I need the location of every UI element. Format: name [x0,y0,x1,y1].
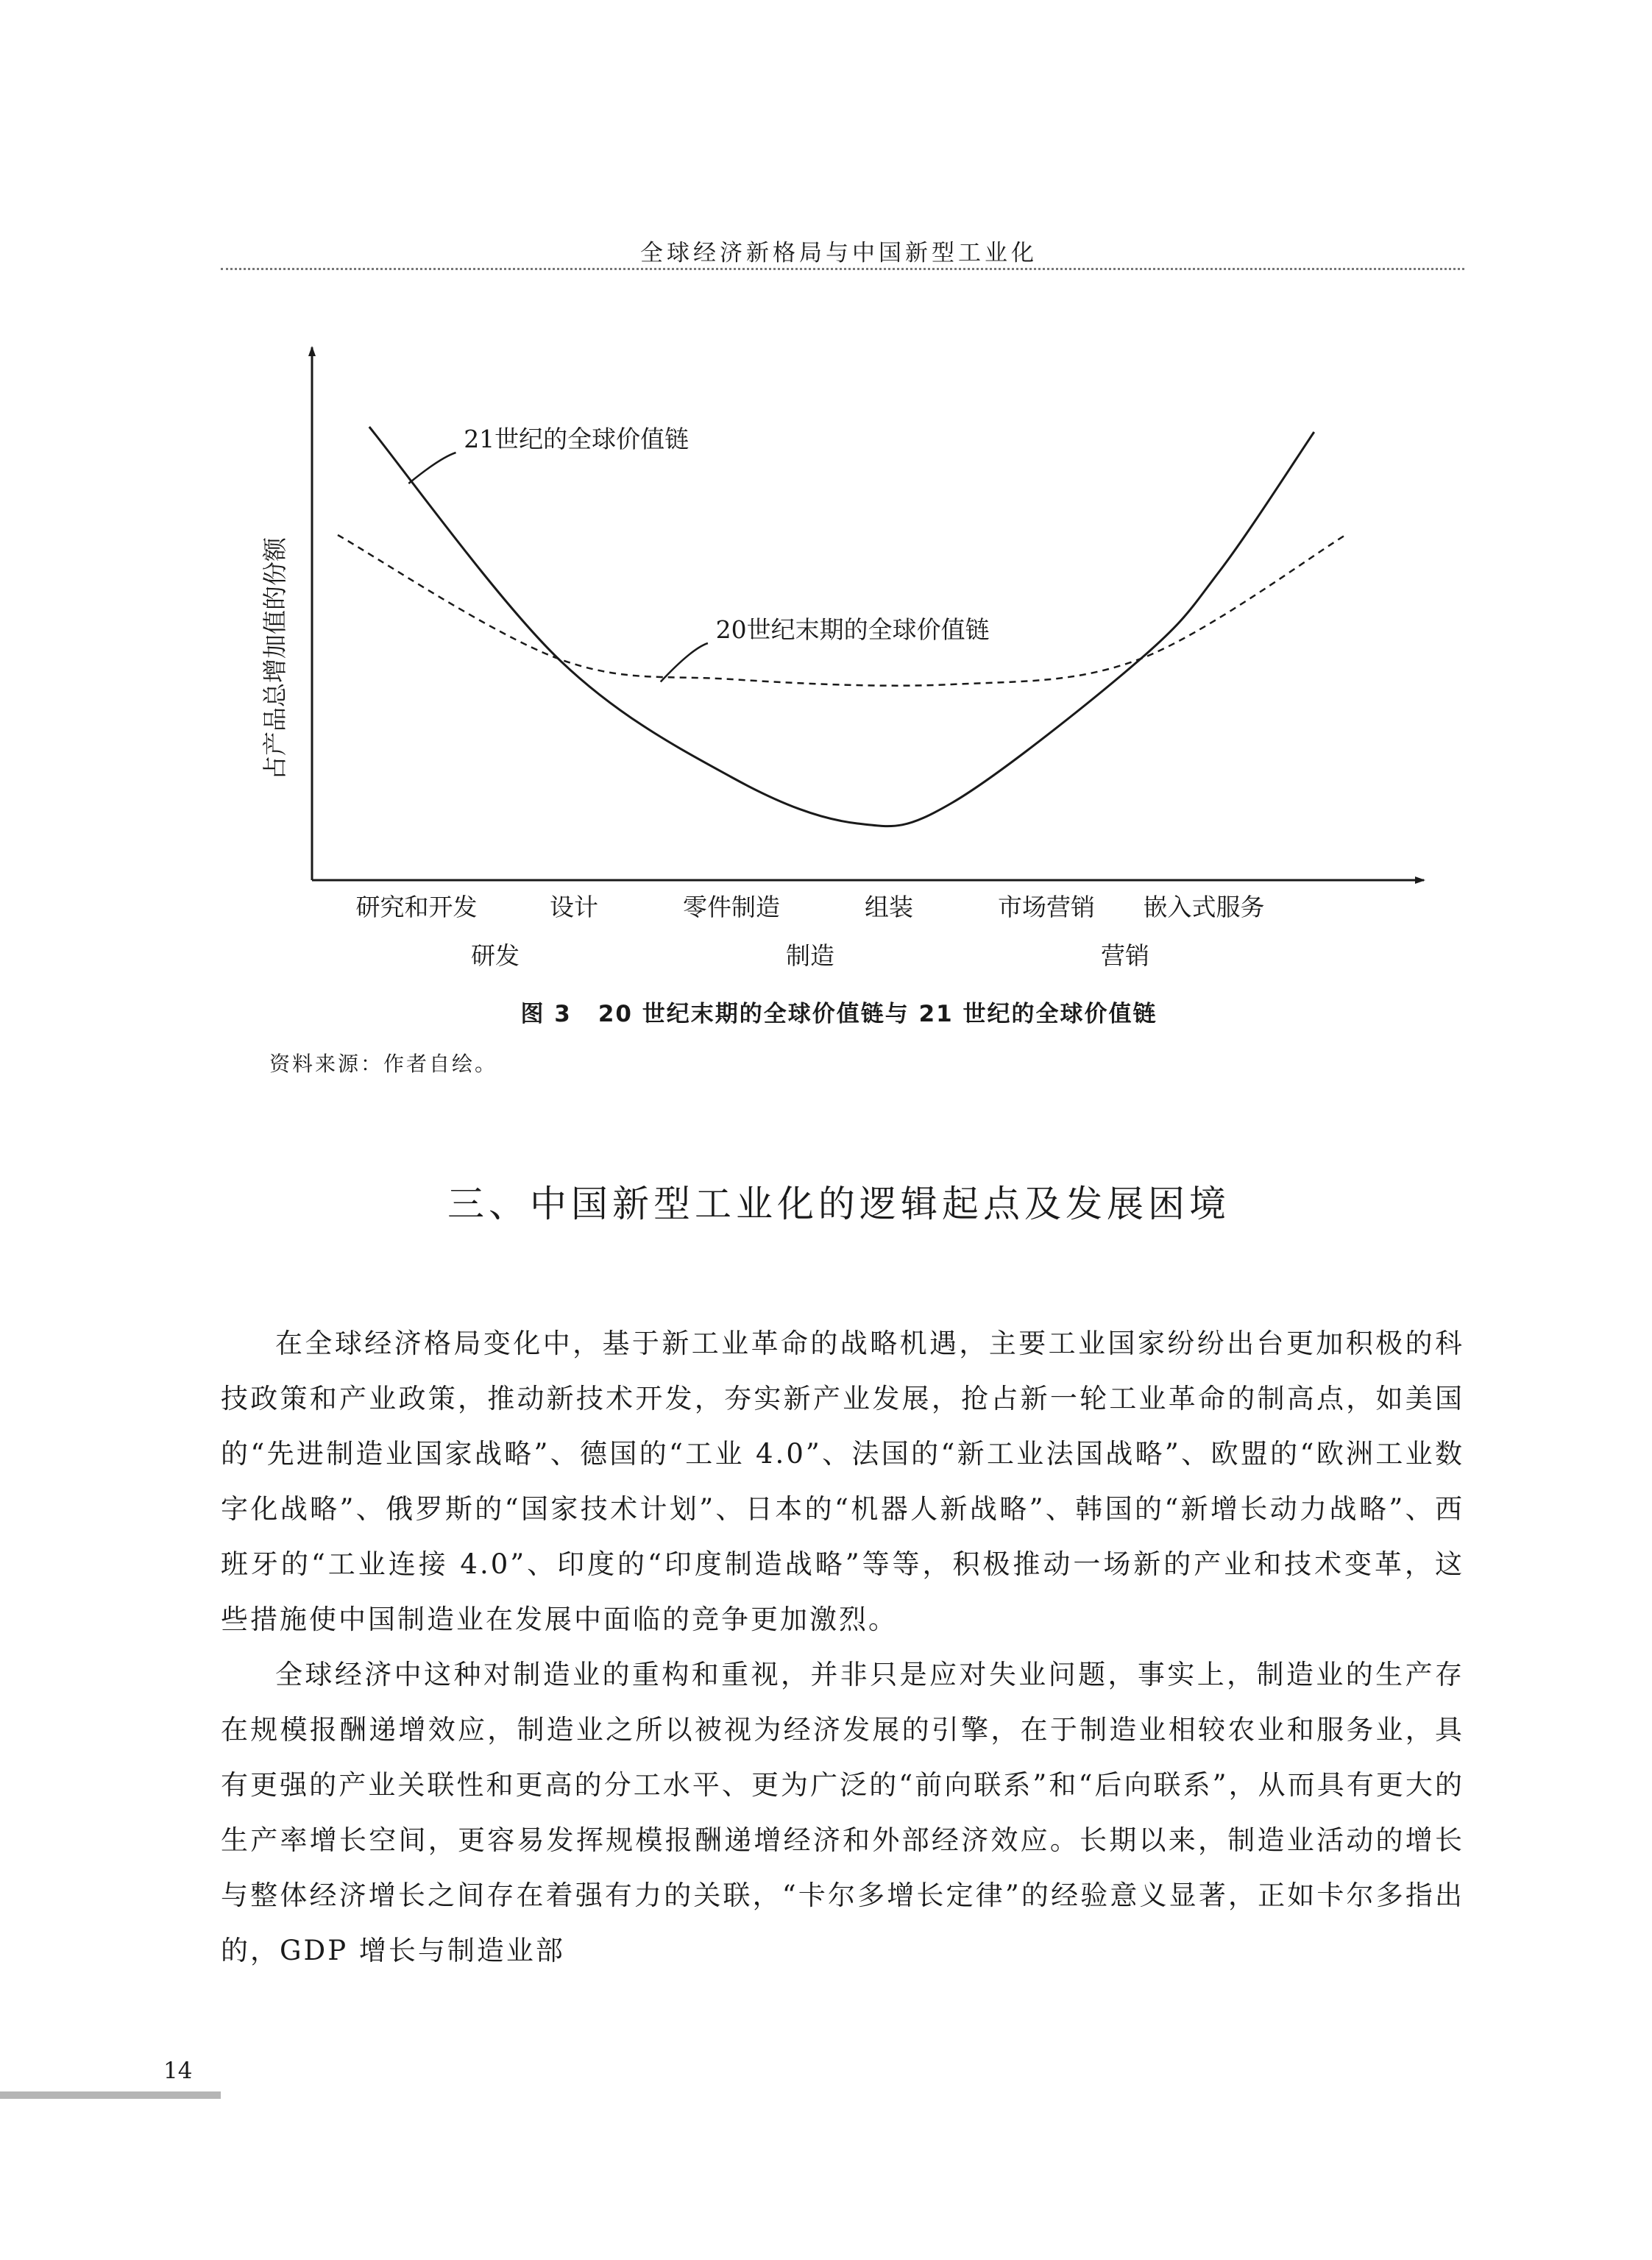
figure-caption-label: 图 3 [520,1001,572,1027]
x-category-label: 设计 [550,893,598,921]
footer-bar [0,2091,221,2099]
x-category-label: 嵌入式服务 [1143,893,1265,921]
paragraph: 在全球经济格局变化中，基于新工业革命的战略机遇，主要工业国家纷纷出台更加积极的科技政策和产业政策，推动新技术开发，夯实新产业发展，抢占新一轮工业革命的制高点，如美国的“先进制造业国家战略”、德国的“工业 4.0”、法国的“新工业法国战略”、欧盟的“欧洲工业数字化战略”、俄罗斯的“国家技术计划”、日本的“机器人新战略”、韩国的“新增长动力战略”、西班牙的“工业连接 4.0”、印度的“印度制造战略”等等，积极推动一场新的产业和技术变革，这些措施使中国制造业在发展中面临的竞争更加激烈。 [221,1328,1464,1635]
series-callout-line [408,453,455,483]
x-group-label: 营销 [1101,941,1149,970]
y-axis-label: 占产品总增加值的份额 [260,537,289,780]
x-category-label: 零件制造 [683,893,780,921]
series-line-2 [338,535,1346,686]
series-callout-line [661,643,708,682]
x-category-label: 组装 [865,893,913,921]
page-number: 14 [163,2058,193,2084]
figure-source: 资料来源：作者自绘。 [269,1052,498,1076]
series-label: 21世纪的全球价值链 [464,425,689,453]
body-text [221,1316,1464,1978]
x-category-label: 研究和开发 [355,893,478,921]
x-group-label: 制造 [786,941,834,970]
x-group-label: 研发 [471,941,520,970]
figure-caption-text: 20 世纪末期的全球价值链与 21 世纪的全球价值链 [598,1001,1158,1027]
figure-caption [221,995,1457,1028]
paragraph: 全球经济中这种对制造业的重构和重视，并非只是应对失业问题，事实上，制造业的生产存在规模报酬递增效应，制造业之所以被视为经济发展的引擎，在于制造业相较农业和服务业，具有更强的产业关联性和更高的分工水平、更为广泛的“前向联系”和“后向联系”，从而具有更大的生产率增长空间，更容易发挥规模报酬递增经济和外部经济效应。长期以来，制造业活动的增长与整体经济增长之间存在着强有力的关联，“卡尔多增长定律”的经验意义显著，正如卡尔多指出的，GDP 增长与制造业部 [221,1659,1464,1966]
series-label: 20世纪末期的全球价值链 [715,615,990,644]
x-category-label: 市场营销 [998,893,1095,921]
section-title: 三、中国新型工业化的逻辑起点及发展困境 [447,1183,1230,1225]
running-header: 全球经济新格局与中国新型工业化 [640,240,1038,266]
value-chain-figure [0,0,1652,986]
